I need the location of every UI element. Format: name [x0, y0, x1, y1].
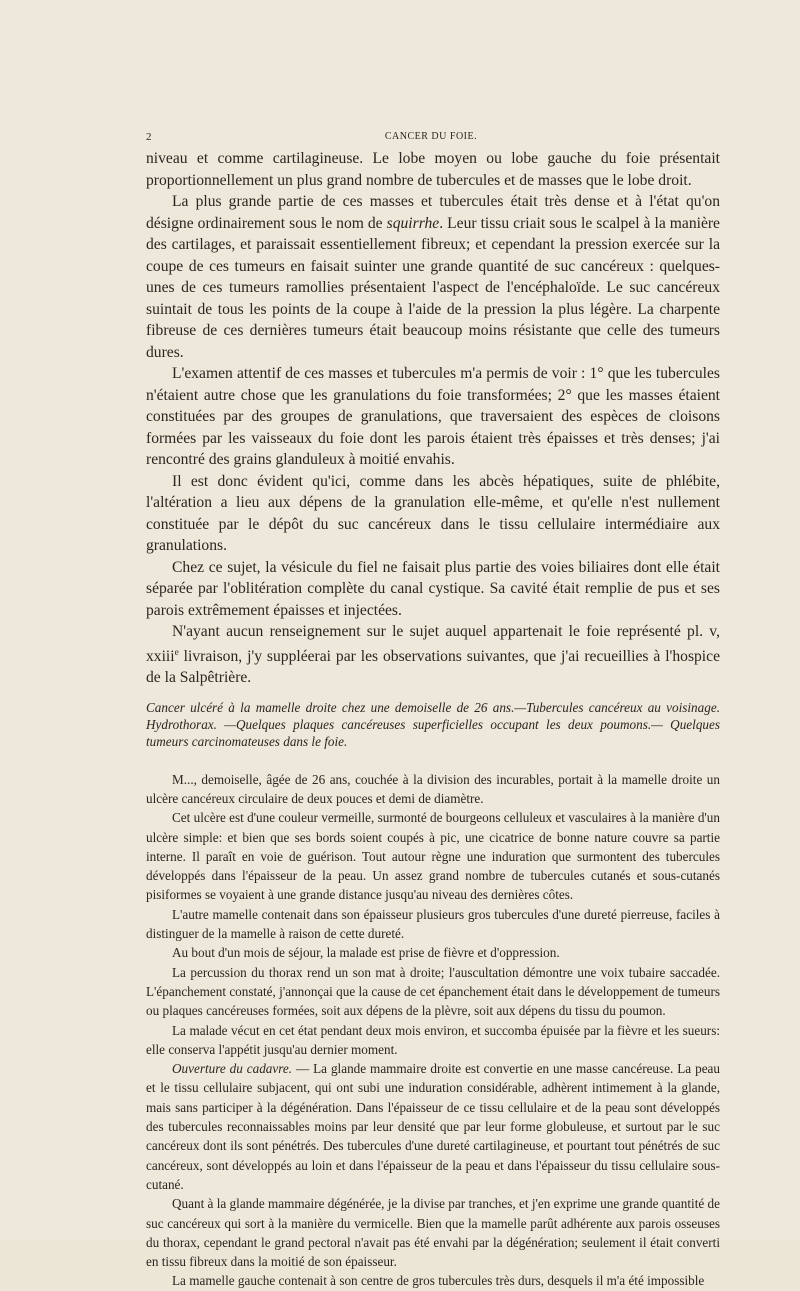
- running-head: [146, 131, 716, 147]
- text-run: Au bout d'un mois de séjour, la malade est prise de fièvre et d'oppression.: [172, 945, 560, 961]
- text-run: — La glande mammaire droite est convertie en une masse cancéreuse. La peau et le tissu cellulaire subjacent, qui ont subi une induration considérable, adhèrent intimement à la glande, mais sans participer à la dégénération. Dans l'épaisseur de ce tissu cellulaire et de la peau sont développés des tubercules reconnaissables moins par leur densité que par leur forme globuleuse, et surtout par le suc cancéreux dont ils sont pénétrés. Des tubercules d'une dureté cartilagineuse, et pourtant tout pénétrés de suc cancéreux, sont développés au loin et dans l'épaisseur de la peau et dans l'épaisseur du tissu cellulaire sous-cutané.: [146, 1061, 720, 1192]
- text-run: livraison, j'y suppléerai par les observations suivantes, que j'ai recueillies à l'hospice de la Salpêtrière.: [146, 647, 720, 687]
- text-run: La malade vécut en cet état pendant deux mois environ, et succomba épuisée par la fièvre et les sueurs: elle conserva l'appétit jusqu'au dernier moment.: [146, 1022, 720, 1057]
- running-title: CANCER DU FOIE.: [384, 131, 478, 142]
- paragraph: [146, 905, 720, 944]
- text-run: L'autre mamelle contenait dans son épaisseur plusieurs gros tubercules d'une dureté pierreuse, faciles à distinguer de la mamelle à raison de cette dureté.: [146, 906, 720, 942]
- paragraph: [146, 1271, 720, 1290]
- case-report-block: [146, 770, 720, 1291]
- paragraph: [146, 191, 720, 363]
- body-text: [146, 148, 720, 1291]
- text-run: M..., demoiselle, âgée de 26 ans, couchée à la division des incurables, portait à la mamelle droite un ulcère cancéreux circulaire de deux pouces et demi de diamètre.: [146, 771, 720, 806]
- text-run: La mamelle gauche contenait à son centre de gros tubercules très durs, desquels il m'a été impossible: [172, 1273, 705, 1289]
- paragraph: [146, 943, 720, 962]
- text-run: Il est donc évident qu'ici, comme dans les abcès hépatiques, suite de phlébite, l'altération a lieu aux dépens de la granulation elle-même, et qu'elle n'est nullement constituée par le dépôt du suc cancéreux dans le tissu cellulaire intermédiaire aux granulations.: [146, 472, 720, 554]
- paragraph: [146, 148, 720, 191]
- paragraph: [146, 770, 720, 809]
- text-run: L'examen attentif de ces masses et tubercules m'a permis de voir : 1° que les tubercules n'étaient autre chose que les granulations du foie transformées; 2° que les masses étaient constituées par des groupes de granulations, que traversaient des espèces de cloisons formées par les vaisseaux du foie dont les parois étaient très épaisses et très denses; j'ai rencontré des grains glanduleux à moitié envahis.: [146, 365, 720, 468]
- paragraph: [146, 1021, 720, 1060]
- case-heading: Cancer ulcéré à la mamelle droite chez une demoiselle de 26 ans.—Tubercules cancéreux au voisinage. Hydrothorax. —Quelques plaques cancéreuses superficielles occupant les deux poumons.— Quelques tumeurs carcinomateuses dans le foie.: [146, 699, 720, 749]
- paragraph: [146, 557, 720, 622]
- paragraph: [146, 808, 720, 904]
- superscript: e: [174, 647, 179, 658]
- paragraph: [146, 963, 720, 1021]
- text-run: Chez ce sujet, la vésicule du fiel ne faisait plus partie des voies biliaires dont elle était séparée par l'oblitération complète du canal cystique. Sa cavité était remplie de pus et ses parois extrêmement épaisses et injectées.: [146, 558, 720, 619]
- italic-text: Ouverture du cadavre.: [172, 1061, 293, 1077]
- paragraph: [146, 1194, 720, 1271]
- paragraph: [146, 1059, 720, 1194]
- text-run: niveau et comme cartilagineuse. Le lobe moyen ou lobe gauche du foie présentait proportionnellement un plus grand nombre de tubercules et de masses que le lobe droit.: [146, 150, 720, 189]
- paragraph: [146, 363, 720, 471]
- italic-text: squirrhe: [386, 214, 440, 232]
- text-run: La plus grande partie de ces masses et tubercules était très dense et à l'état qu'on désigne ordinairement sous le nom de: [146, 193, 720, 232]
- text-run: Quant à la glande mammaire dégénérée, je la divise par tranches, et j'en exprime une grande quantité de suc cancéreux qui sort à la manière du vermicelle. Bien que la mamelle parût adhérente aux parois osseuses du thorax, cependant le grand pectoral n'avait pas été envahi par la dégénération; seulement il était converti en tissu fibreux dans la moitié de son épaisseur.: [146, 1196, 720, 1270]
- text-run: La percussion du thorax rend un son mat à droite; l'auscultation démontre une voix tubaire saccadée. L'épanchement constaté, j'annonçai que la cause de cet épanchement était dans le développement de tumeurs ou plaques cancéreuses formées, soit aux dépens de la plèvre, soit aux dépens du tissu du poumon.: [146, 964, 720, 1019]
- page-number: 2: [146, 131, 152, 143]
- main-text-block: [146, 148, 720, 689]
- text-run: . Leur tissu criait sous le scalpel à la manière des cartilages, et paraissait essentiellement fibreux; et cependant la pression exercée sur la coupe de ces tumeurs en faisait suinter une grande quantité de suc cancéreux : quelques-unes de ces tumeurs ramollies présentaient l'aspect de l'encéphaloïde. Le suc cancéreux suintait de tous les points de la coupe à l'aide de la pression la plus légère. La charpente fibreuse de ces dernières tumeurs était beaucoup moins résistante que celle des tumeurs dures.: [146, 214, 720, 361]
- paragraph: [146, 621, 720, 689]
- text-run: Cet ulcère est d'une couleur vermeille, surmonté de bourgeons celluleux et vasculaires à la manière d'un ulcère simple: et bien que ses bords soient coupés à pic, une cicatrice de bonne nature couvre sa partie interne. Il paraît en voie de guérison. Tout autour règne une induration que surmontent des tubercules développés dans l'épaisseur de la peau. Un assez grand nombre de tubercules cutanés et sous-cutanés pisiformes se voyaient à une grande distance jusqu'au niveau des dernières côtes.: [146, 810, 720, 903]
- paragraph: [146, 471, 720, 557]
- text-run: N'ayant aucun renseignement sur le sujet auquel appartenait le foie représenté pl. v, xxiii: [146, 623, 720, 665]
